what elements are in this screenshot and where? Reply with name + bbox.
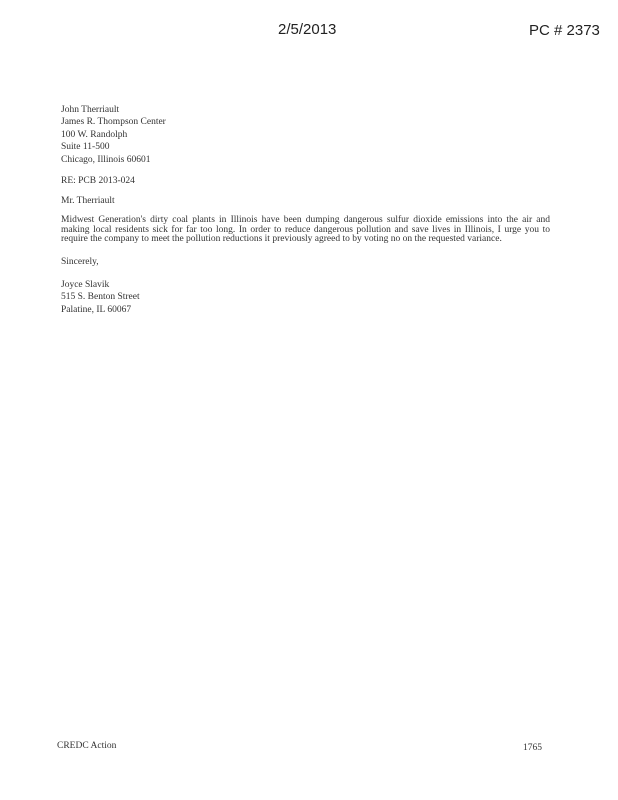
recipient-suite: Suite 11-500 bbox=[61, 142, 110, 153]
letter-body bbox=[61, 104, 550, 316]
document-date: 2/5/2013 bbox=[278, 21, 337, 38]
signer-street: 515 S. Benton Street bbox=[61, 292, 140, 303]
salutation: Mr. Therriault bbox=[61, 195, 115, 206]
letter-paragraph: Midwest Generation's dirty coal plants in Illinois have been dumping dangerous sulfur dioxide emissions into the air and making local residents sick for far too long. In order to reduce dangerous pollution and save lives in Illinois, I urge you to require the company to meet the pollution reductions it previously agreed to by voting no on the requested variance. bbox=[61, 214, 550, 245]
page-number: 1765 bbox=[523, 743, 542, 753]
closing: Sincerely, bbox=[61, 256, 99, 267]
footer-organization: CREDC Action bbox=[57, 741, 117, 751]
signer-city: Palatine, IL 60067 bbox=[61, 304, 132, 315]
reference-line: RE: PCB 2013-024 bbox=[61, 175, 135, 186]
recipient-address bbox=[61, 104, 550, 166]
recipient-street: 100 W. Randolph bbox=[61, 129, 128, 140]
recipient-name: John Therriault bbox=[61, 105, 120, 115]
signature-block bbox=[61, 279, 550, 316]
recipient-city: Chicago, Illinois 60601 bbox=[61, 154, 151, 165]
public-comment-number: PC # 2373 bbox=[529, 22, 600, 39]
recipient-building: James R. Thompson Center bbox=[61, 117, 166, 128]
signer-name: Joyce Slavik bbox=[61, 279, 110, 290]
